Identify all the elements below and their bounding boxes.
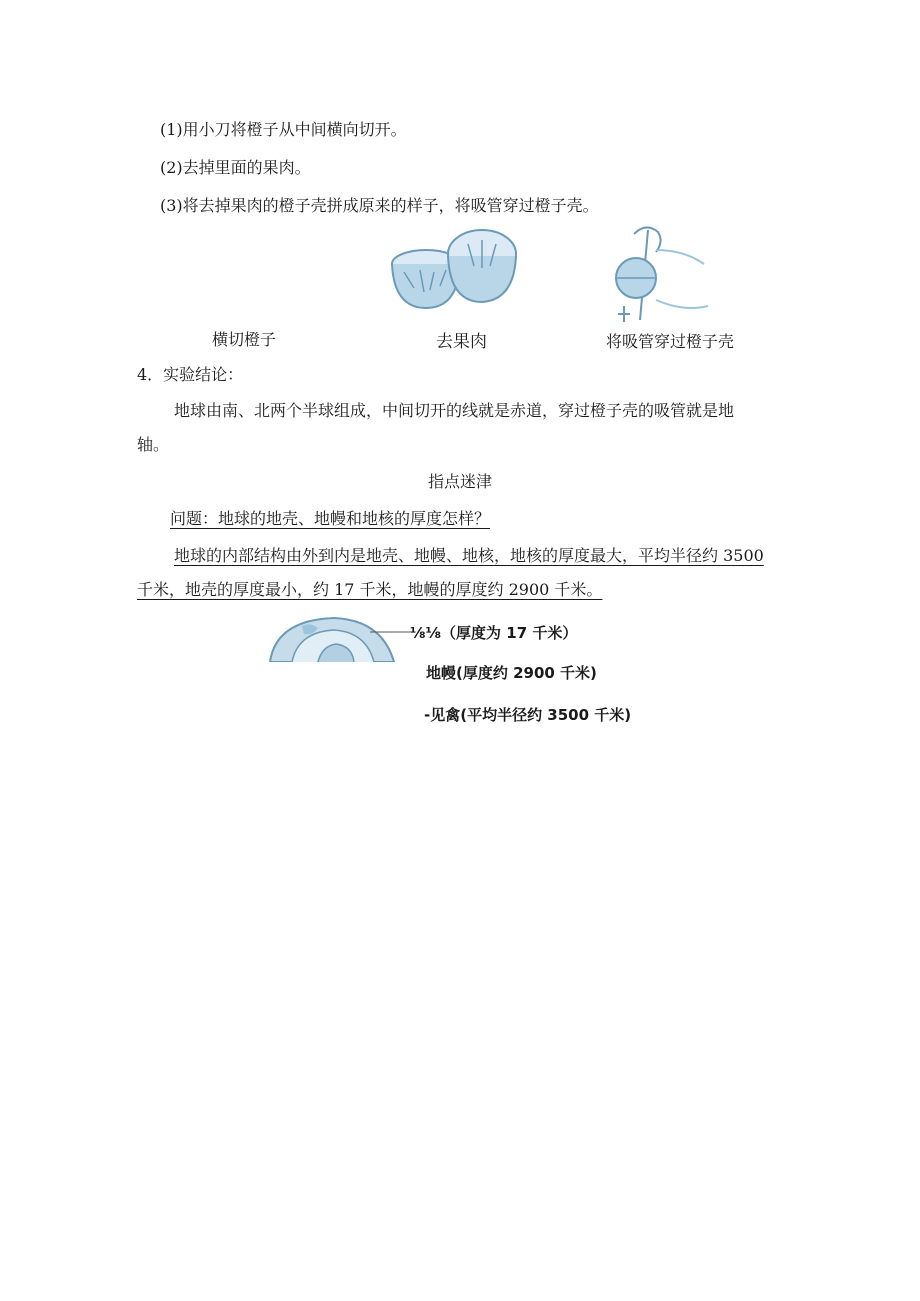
straw-insert-illustration bbox=[604, 220, 714, 330]
tips-answer-line-2: 千米，地壳的厚度最小，约 17 千米，地幔的厚度约 2900 千米。 bbox=[137, 580, 603, 599]
caption-cut-orange: 横切橙子 bbox=[212, 330, 277, 349]
tips-question: 问题：地球的地壳、地幔和地核的厚度怎样？ bbox=[170, 509, 491, 528]
conclusion-line-1: 地球由南、北两个半球组成，中间切开的线就是赤道，穿过橙子壳的吸管就是地 bbox=[174, 401, 735, 420]
caption-remove-flesh: 去果肉 bbox=[436, 332, 487, 352]
earth-structure-diagram bbox=[262, 612, 412, 662]
label-crust: ⅛⅛（厚度为 17 千米） bbox=[410, 624, 578, 642]
step-3: (3)将去掉果肉的橙子壳拼成原来的样子，将吸管穿过橙子壳。 bbox=[160, 196, 599, 215]
step-2: (2)去掉里面的果肉。 bbox=[160, 158, 311, 177]
step-1: (1)用小刀将橙子从中间横向切开。 bbox=[160, 120, 407, 139]
conclusion-line-2: 轴。 bbox=[137, 435, 170, 454]
label-mantle: 地幔(厚度约 2900 千米) bbox=[426, 664, 597, 682]
conclusion-heading: 4．实验结论： bbox=[137, 365, 244, 384]
orange-halves-illustration bbox=[384, 222, 524, 312]
tips-answer-line-1: 地球的内部结构由外到内是地壳、地幔、地核，地核的厚度最大，平均半径约 3500 bbox=[174, 546, 764, 565]
label-core: -见禽(平均半径约 3500 千米) bbox=[424, 706, 632, 724]
tips-title: 指点迷津 bbox=[428, 472, 493, 491]
caption-insert-straw: 将吸管穿过橙子壳 bbox=[606, 332, 735, 351]
